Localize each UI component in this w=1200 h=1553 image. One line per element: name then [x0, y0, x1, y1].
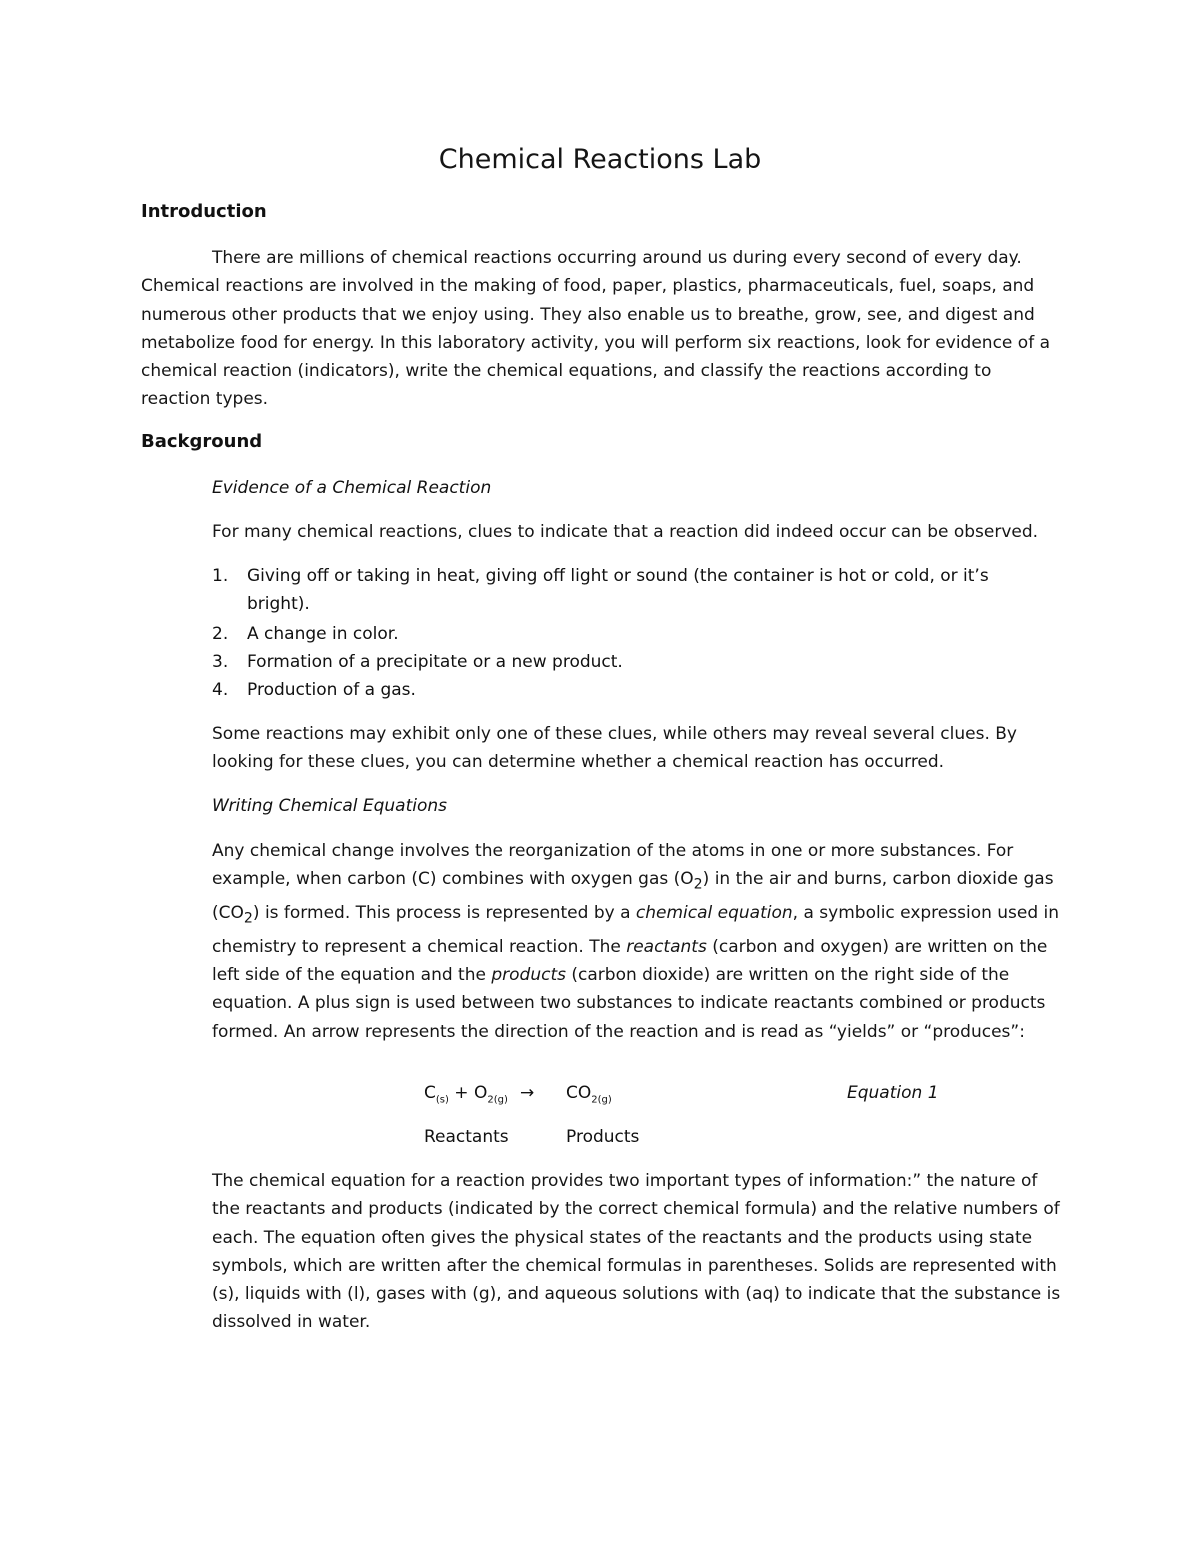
document-title: Chemical Reactions Lab	[438, 144, 762, 175]
list-item-number: 2.	[212, 623, 229, 644]
equations-closing-paragraph: The chemical equation for a reaction provides two important types of information:” the nature of the reactants and products (indicated by the correct chemical formula) and the relative numbers of each. The equation often gives the physical states of the reactants and the products using state symbols, which are written after the chemical formulas in parentheses. Solids are represented with (s), liquids with (l), gases with (g), and aqueous solutions with (aq) to indicate that the substance is dissolved in water.	[212, 1171, 1061, 1333]
background-heading: Background	[141, 431, 263, 452]
equations-text: ) is formed. This process is represented by a	[252, 902, 636, 923]
term-reactants: reactants	[626, 936, 707, 957]
equations-subheading: Writing Chemical Equations	[212, 796, 448, 816]
reactants-label: Reactants	[424, 1127, 509, 1147]
equations-text: ) in the air and burns, carbon dioxide gas (CO	[212, 869, 1054, 923]
list-item-number: 4.	[212, 680, 229, 701]
list-item-text: Formation of a precipitate or a new product.	[247, 651, 623, 672]
carbon-dioxide-state: 2(g)	[591, 1094, 612, 1106]
equations-text: (carbon and oxygen) are written on the left side of the equation and the	[212, 936, 1048, 985]
equations-text: , a symbolic expression used in chemistry to represent a chemical reaction. The	[212, 902, 1060, 957]
equations-text: (carbon dioxide) are written on the right side of the equation. A plus sign is used between two substances to indicate reactants combined or products formed. An arrow represents the direction of the reaction and is read as “yields” or “produces”:	[212, 964, 1046, 1042]
list-item	[212, 648, 1092, 676]
list-item	[212, 562, 1092, 619]
carbon-dioxide-symbol: CO	[566, 1083, 592, 1103]
oxygen-state: 2(g)	[487, 1094, 508, 1106]
arrow-icon: →	[520, 1083, 535, 1103]
evidence-list	[212, 562, 1092, 704]
equation-reactants	[424, 1080, 508, 1113]
list-item	[212, 676, 1092, 704]
subscript: 2	[243, 910, 253, 927]
evidence-closing: Some reactions may exhibit only one of these clues, while others may reveal several clues. By looking for these clues, you can determine whether a chemical reaction has occurred.	[212, 724, 1017, 773]
evidence-subheading: Evidence of a Chemical Reaction	[212, 478, 492, 498]
list-item-text: A change in color.	[247, 623, 399, 644]
term-chemical-equation: chemical equation	[635, 902, 793, 923]
subscript: 2	[693, 876, 703, 893]
list-item	[212, 620, 1092, 648]
list-item-number: 1.	[212, 566, 229, 586]
carbon-state: (s)	[435, 1094, 449, 1106]
equation-products	[566, 1080, 612, 1113]
equations-paragraph	[212, 837, 1062, 1046]
equation-label: Equation 1	[847, 1083, 939, 1103]
list-item-text: Production of a gas.	[247, 680, 416, 701]
introduction-paragraph: There are millions of chemical reactions occurring around us during every second of every day. Chemical reactions are involved in the making of food, paper, plastics, pharmaceuticals, fuel, soaps, and numerous other products that we enjoy using. They also enable us to breathe, grow, see, and digest and metabolize food for energy. In this laboratory activity, you will perform six reactions, look for evidence of a chemical reaction (indicators), write the chemical equations, and classify the reactions according to reaction types.	[141, 248, 1050, 410]
term-products: products	[491, 964, 566, 985]
list-item-number: 3.	[212, 651, 229, 672]
products-label: Products	[566, 1127, 640, 1147]
oxygen-symbol: + O	[448, 1083, 488, 1103]
evidence-intro: For many chemical reactions, clues to indicate that a reaction did indeed occur can be observed.	[212, 522, 1039, 542]
equations-text: Any chemical change involves the reorganization of the atoms in one or more substances. For example, when carbon (C) combines with oxygen gas (O	[212, 841, 1014, 890]
list-item-text: Giving off or taking in heat, giving off light or sound (the container is hot or cold, or it’s bright).	[247, 566, 989, 615]
introduction-heading: Introduction	[141, 201, 267, 222]
carbon-symbol: C	[424, 1083, 436, 1103]
